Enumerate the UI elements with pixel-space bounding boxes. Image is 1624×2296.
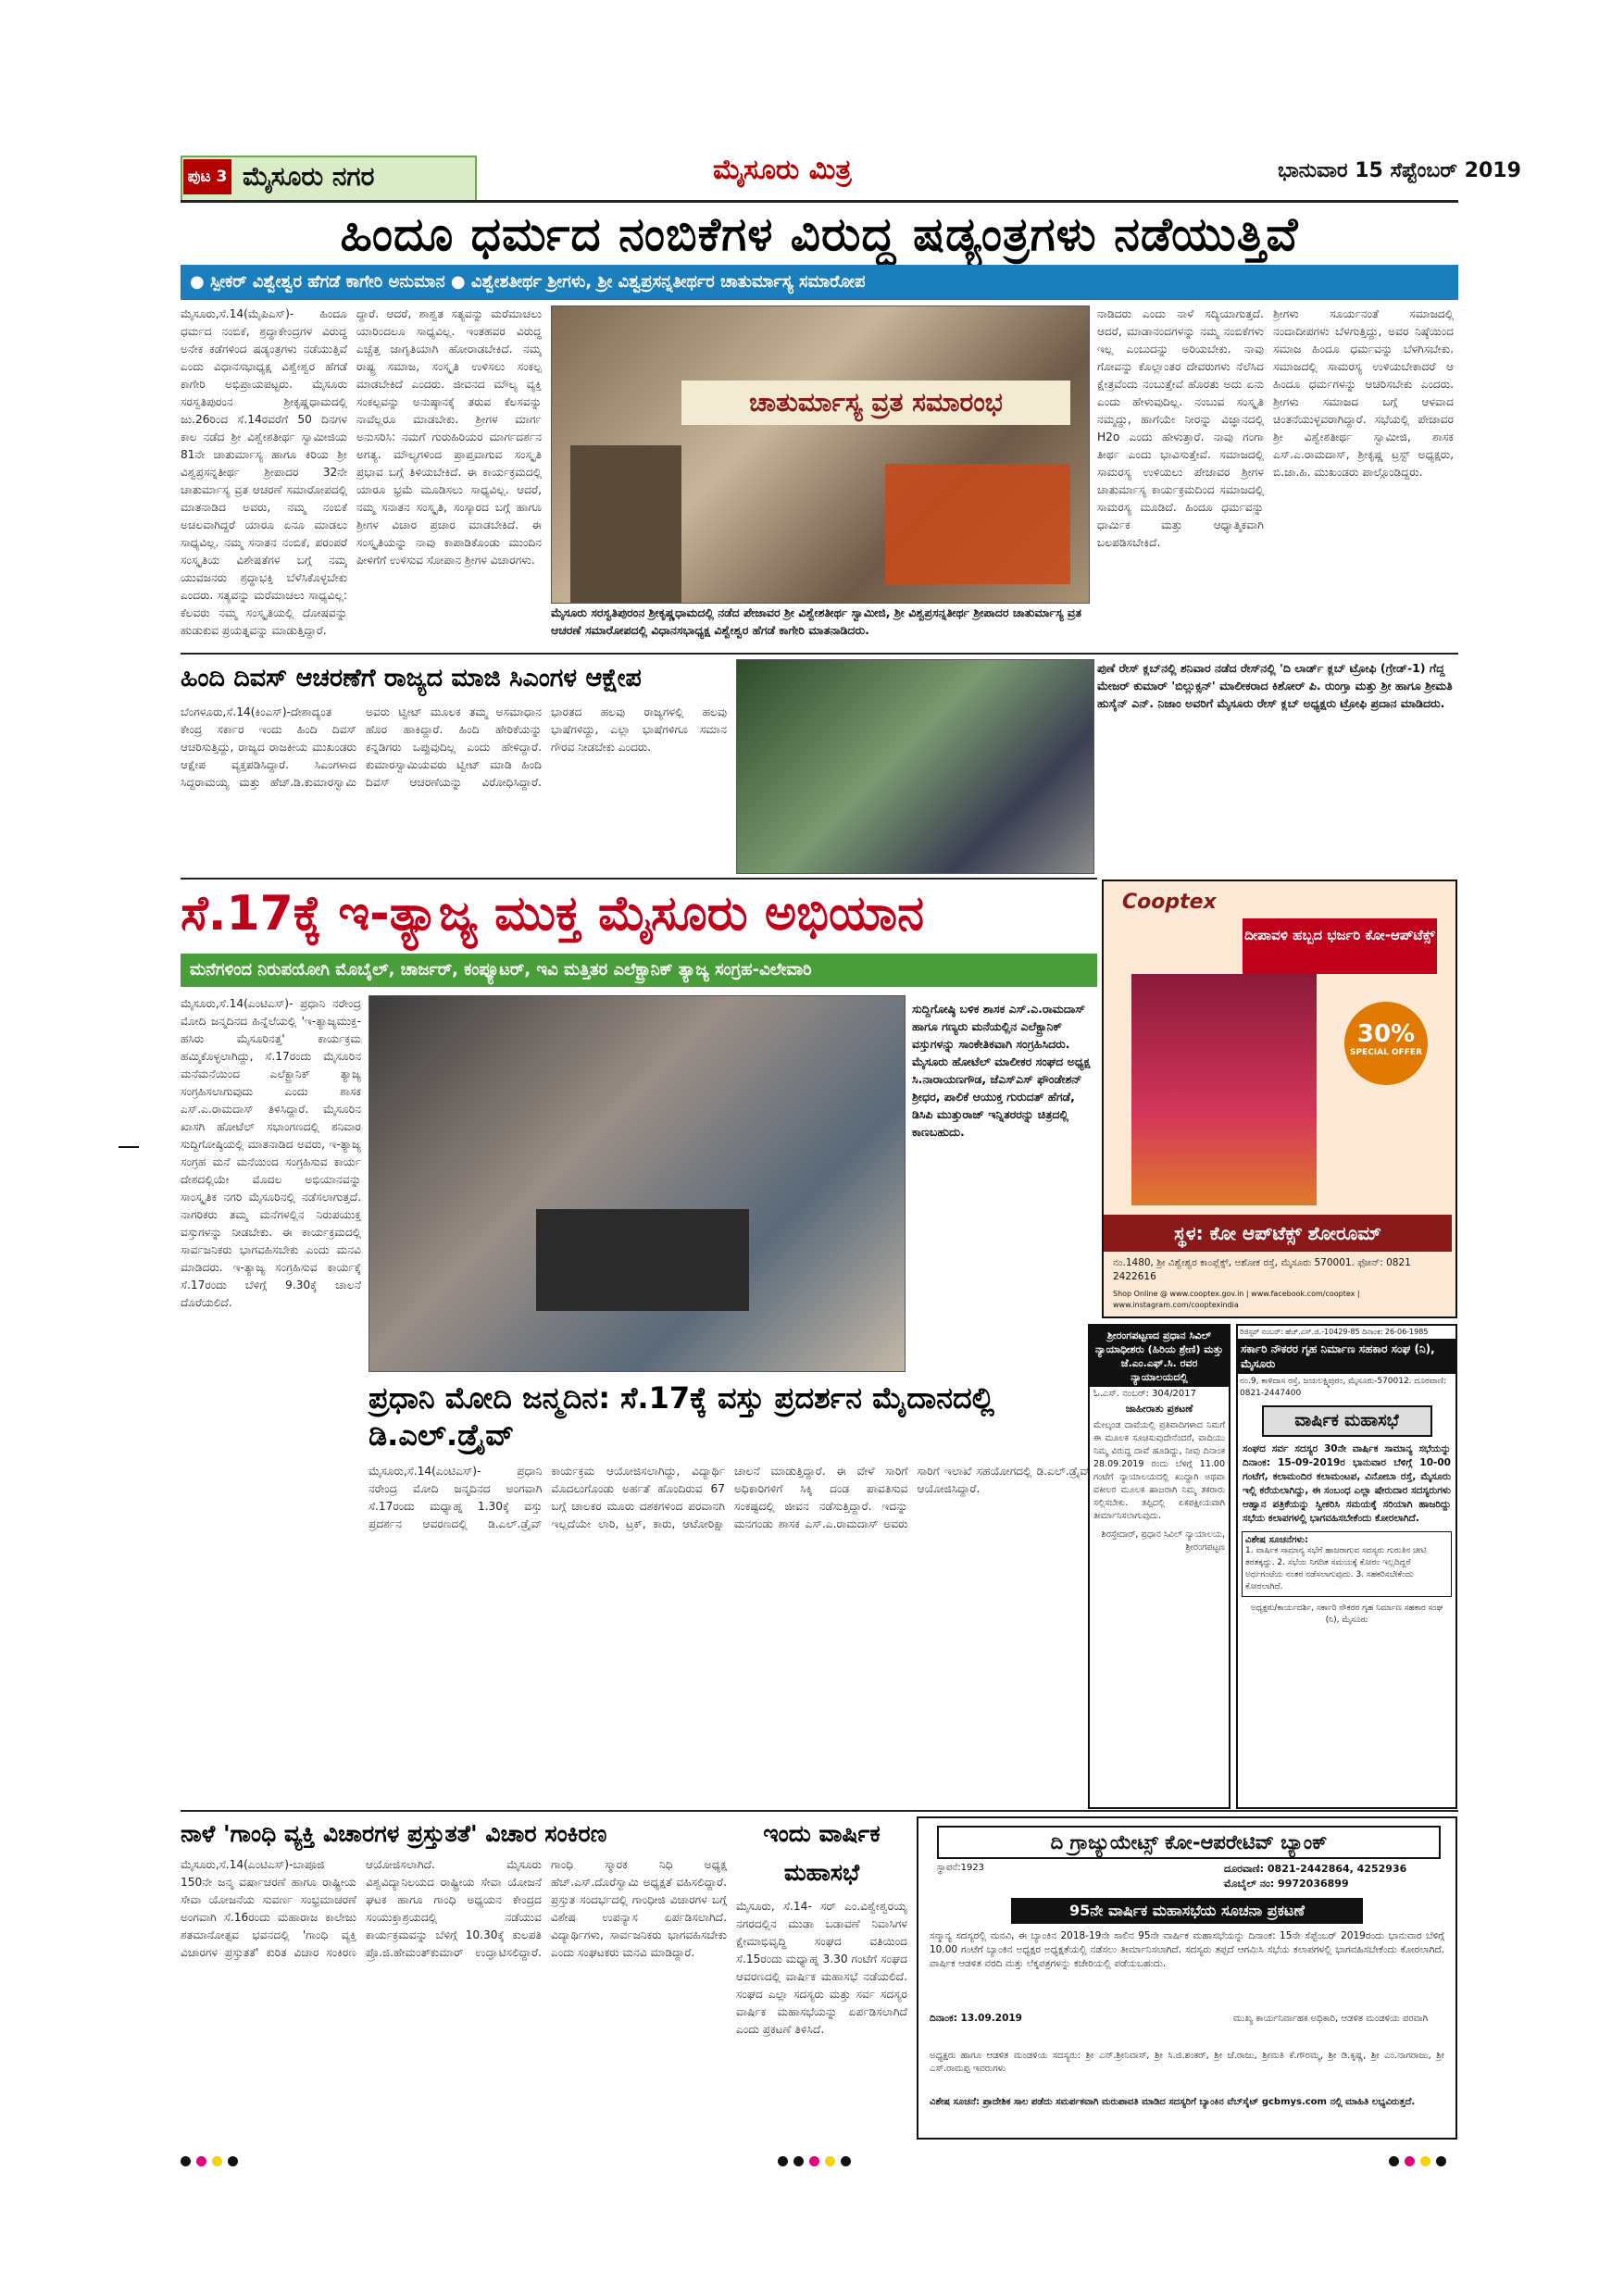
court-title: ಶ್ರೀರಂಗಪಟ್ಟಣದ ಪ್ರಧಾನ ಸಿವಿಲ್ ನ್ಯಾಯಾಧೀಶರು (ಹಿರಿಯ ಶ್ರೇಣಿ) ಮತ್ತು ಜೆ.ಎಂ.ಎಫ್.ಸಿ. ರವರ ನ್ಯಾಯಾಲಯದಲ್ಲಿ [1090,1326,1229,1387]
housing-org: ಸರ್ಕಾರಿ ನೌಕರರ ಗೃಹ ನಿರ್ಮಾಣ ಸಹಕಾರ ಸಂಘ (ನಿ), ಮೈಸೂರು [1238,1339,1455,1374]
registration-dots-right [1389,2152,1452,2170]
saree-model-image [1131,974,1317,1205]
story3-headline: ಸೆ.17ಕ್ಕೆ ಇ-ತ್ಯಾಜ್ಯ ಮುಕ್ತ ಮೈಸೂರು ಅಭಿಯಾನ [181,886,924,942]
story1-photo-caption: ಮೈಸೂರು ಸರಸ್ವತಿಪುರಂನ ಶ್ರೀಕೃಷ್ಣಧಾಮದಲ್ಲಿ ನಡೆದ ಪೇಜಾವರ ಶ್ರೀ ವಿಶ್ವೇಶತೀರ್ಥ ಸ್ವಾಮೀಜಿ, ಶ್ರೀ ವಿಶ್ವಪ್ರಸನ್ನತೀರ್ಥ ಶ್ರೀಪಾದರ ಚಾತುರ್ಮಾಸ್ಯ ವ್ರತ ಆಚರಣೆ ಸಮಾರೋಪದಲ್ಲಿ ವಿಧಾನಸಭಾಧ್ಯಕ್ಷ ವಿಶ್ವೇಶ್ವರ ಹೆಗಡೆ ಕಾಗೇರಿ ಮಾತನಾಡಿದರು. [551,605,1082,637]
bank-name: ದಿ ಗ್ರಾಜ್ಯುಯೇಟ್ಸ್ ಕೋ-ಆಪರೇಟಿವ್ ಬ್ಯಾಂಕ್ [937,1826,1441,1859]
section-name: ಮೈಸೂರು ನಗರ [243,161,375,192]
registration-dots-left [181,2152,244,2170]
story5-body: ಮೈಸೂರು, ಸೆ.14- ಸರ್ ಎಂ.ವಿಶ್ವೇಶ್ವರಯ್ಯ ನಗರದಲ್ಲಿನ ಮುಡಾ ಬಡಾವಣೆ ನಿವಾಸಿಗಳ ಕ್ಷೇಮಾಭಿವೃದ್ಧಿ ಸಂಘದ ವತಿಯಿಂದ ಸೆ.15ರಂದು ಮಧ್ಯಾಹ್ನ 3.30 ಗಂಟೆಗೆ ಸಂಘದ ಆವರಣದಲ್ಲಿ ವಾರ್ಷಿಕ ಮಹಾಸಭೆ ನಡೆಯಲಿದೆ. ಸಂಘದ ಎಲ್ಲಾ ಸದಸ್ಯರು ಮತ್ತು ಸರ್ವ ಸದಸ್ಯರ ವಾರ್ಷಿಕ ಮಹಾಸಭೆಯನ್ನು ಏರ್ಪಡಿಸಲಾಗಿದೆ ಎಂದು ಪ್ರಕಟಣೆ ತಿಳಿಸಿದೆ. [736,1900,907,2036]
court-notice-ad [1088,1324,1230,1809]
story3-col1: ಮೈಸೂರು,ಸೆ.14(ಎಂಟಿಎಸ್)- ಪ್ರಧಾನಿ ನರೇಂದ್ರ ಮೋದಿ ಜನ್ಮದಿನದ ಹಿನ್ನೆಲೆಯಲ್ಲಿ 'ಇ-ತ್ಯಾಜ್ಯಮುಕ್ತ- ಹಸಿರು ಮೈಸೂರಿನತ್ತ' ಕಾರ್ಯಕ್ರಮ ಹಮ್ಮಿಕೊಳ್ಳಲಾಗಿದ್ದು, ಸೆ.17ರಂದು ಮೈಸೂರಿನ ಮನೆಮನೆಯಿಂದ ಎಲೆಕ್ಟ್ರಾನಿಕ್ ತ್ಯಾಜ್ಯ ಸಂಗ್ರಹಿಸಲಾಗುವುದು ಎಂದು ಶಾಸಕ ಎಸ್.ಎ.ರಾಮದಾಸ್ ತಿಳಿಸಿದ್ದಾರೆ. ಮೈಸೂರಿನ ಖಾಸಗಿ ಹೋಟೆಲ್ ಸಭಾಂಗಣದಲ್ಲಿ ಶನಿವಾರ ಸುದ್ದಿಗೋಷ್ಠಿಯಲ್ಲಿ ಮಾತನಾಡಿದ ಅವರು, ಇ-ತ್ಯಾಜ್ಯ ಸಂಗ್ರಹ ಮನೆ ಮನೆಯಿಂದ ಸಂಗ್ರಹಿಸುವ ಕಾರ್ಯ ದೇಶದಲ್ಲಿಯೇ ಮೊದಲ ಅಭಿಯಾನವನ್ನು ಸಾಂಸ್ಕೃತಿಕ ನಗರಿ ಮೈಸೂರಿನಲ್ಲಿ ನಡೆಸಲಾಗುತ್ತದೆ. ನಾಗರಿಕರು ತಮ್ಮ ಮನೆಗಳಲ್ಲಿನ ನಿರುಪಯುಕ್ತ ವಸ್ತುಗಳನ್ನು ನೀಡಬೇಕು. ಈ ಕಾರ್ಯಕ್ರಮದಲ್ಲಿ ಸಾರ್ವಜನಿಕರು ಭಾಗವಹಿಸಬೇಕು ಎಂದು ಮನವಿ ಮಾಡಿದರು. ಇ-ತ್ಯಾಜ್ಯ ಸಂಗ್ರಹಿಸುವ ಕಾರ್ಯಕ್ಕೆ ಸೆ.17ರಂದು ಬೆಳಿಗ್ಗೆ 9.30ಕ್ಕೆ ಚಾಲನೆ ದೊರೆಯಲಿದೆ. [181,997,361,1309]
showroom-address: ನಂ.1480, ಶ್ರೀ ವಿಶ್ವೇಶ್ವರ ಕಾಂಪ್ಲೆಕ್ಸ್, ಅಶೋಕ ರಸ್ತೆ, ಮೈಸೂರು 570001. ಫೋನ್: 0821 2422616 [1113,1257,1411,1282]
header-rule [181,200,1458,203]
computer-parts [536,1209,749,1311]
story2-body: ಬೆಂಗಳೂರು,ಸೆ.14(ಕಿಂಎಸ್)-ದೇಶಾದ್ಯಂತ ಕೇಂದ್ರ ಸರ್ಕಾರ ಇಂದು ಹಿಂದಿ ದಿವಸ್ ಆಚರಿಸುತ್ತಿದ್ದು, ರಾಜ್ಯದ ರಾಜಕೀಯ ಮುಖಂಡರು ಆಕ್ಷೇಪ ವ್ಯಕ್ತಪಡಿಸಿದ್ದಾರೆ. ಸಿಎಂಗಳಾದ ಸಿದ್ದರಾಮಯ್ಯ ಮತ್ತು ಹೆಚ್.ಡಿ.ಕುಮಾರಸ್ವಾಮಿ ಅವರು ಟ್ವೀಟ್ ಮೂಲಕ ತಮ್ಮ ಅಸಮಾಧಾನ ಹೊರ ಹಾಕಿದ್ದಾರೆ. ಹಿಂದಿ ಹೇರಿಕೆಯನ್ನು ಕನ್ನಡಿಗರು ಒಪ್ಪುವುದಿಲ್ಲ ಎಂದು ಹೇಳಿದ್ದಾರೆ. ಕುಮಾರಸ್ವಾಮಿಯವರು ಟ್ವೀಟ್ ಮಾಡಿ ಹಿಂದಿ ದಿವಸ್ ಆಚರಣೆಯನ್ನು ವಿರೋಧಿಸಿದ್ದಾರೆ. ಭಾರತದ ಹಲವು ರಾಜ್ಯಗಳಲ್ಲಿ ಹಲವು ಭಾಷೆಗಳಿದ್ದು, ಎಲ್ಲಾ ಭಾಷೆಗಳಿಗೂ ಸಮಾನ ಗೌರವ ನೀಡಬೇಕು ಎಂದರು. [181,705,727,789]
story1-subhead: ● ಸ್ಪೀಕರ್ ವಿಶ್ವೇಶ್ವರ ಹೆಗಡೆ ಕಾಗೇರಿ ಅನುಮಾನ ● ವಿಶ್ವೇಶತೀರ್ಥ ಶ್ರೀಗಳು, ಶ್ರೀ ವಿಶ್ವಪ್ರಸನ್ನತೀರ್ಥರ ಚಾತುರ್ಮಾಸ್ಯ ಸಮಾರೋಪ [181,265,1458,300]
housing-notes-box [1242,1531,1452,1597]
housing-address: ನಂ.9, ಕಾಳಿದಾಸ ರಸ್ತೆ, ಜಯಲಕ್ಷ್ಮಿಪುರಂ, ಮೈಸೂರು-570012. ದೂರವಾಣಿ: 0821-2447400 [1240,1377,1447,1398]
offer-badge [1344,1002,1428,1085]
story2-bottom-rule [181,878,1097,880]
story3-subhead: ಮನೆಗಳಿಂದ ನಿರುಪಯೋಗಿ ಮೊಬೈಲ್, ಚಾರ್ಜರ್, ಕಂಪ್ಯೂಟರ್, ಇವಿ ಮತ್ತಿತರ ಎಲೆಕ್ಟ್ರಾನಿಕ್ ತ್ಯಾಜ್ಯ ಸಂಗ್ರಹ-ವಿಲೇವಾರಿ [181,954,1097,987]
housing-society-ad [1236,1324,1457,1809]
masthead: ಮೈಸೂರು ಮಿತ್ರ [713,154,852,186]
story4-body: ಮೈಸೂರು,ಸೆ.14(ಎಂಟಿಎಸ್)-ಬಾಪೂಜಿ 150ನೇ ಜನ್ಮ ವರ್ಷಾಚರಣೆ ಹಾಗೂ ರಾಷ್ಟ್ರೀಯ ಸೇವಾ ಯೋಜನೆಯ ಸುವರ್ಣ ಸಂಭ್ರಮಾಚರಣೆ ಅಂಗವಾಗಿ ಸೆ.16ರಂದು ಮಹಾರಾಜ ಕಾಲೇಜು ಶತಮಾನೋತ್ಸವ ಭವನದಲ್ಲಿ 'ಗಾಂಧಿ ವ್ಯಕ್ತಿ ವಿಚಾರಗಳ ಪ್ರಸ್ತುತತೆ' ಕುರಿತ ವಿಚಾರ ಸಂಕಿರಣ ಆಯೋಜಿಸಲಾಗಿದೆ. ಮೈಸೂರು ವಿಶ್ವವಿದ್ಯಾನಿಲಯದ ರಾಷ್ಟ್ರೀಯ ಸೇವಾ ಯೋಜನೆ ಘಟಕ ಹಾಗೂ ಗಾಂಧಿ ಅಧ್ಯಯನ ಕೇಂದ್ರದ ಸಂಯುಕ್ತಾಶ್ರಯದಲ್ಲಿ ನಡೆಯುವ ಕಾರ್ಯಕ್ರಮವನ್ನು ಬೆಳಿಗ್ಗೆ 10.30ಕ್ಕೆ ಕುಲಪತಿ ಪ್ರೊ.ಜಿ.ಹೇಮಂತ್‌ಕುಮಾರ್ ಉದ್ಘಾಟಿಸಲಿದ್ದಾರೆ. ಗಾಂಧಿ ಸ್ಮಾರಕ ನಿಧಿ ಅಧ್ಯಕ್ಷ ಹೆಚ್.ಎಸ್.ದೊರೆಸ್ವಾಮಿ ಅಧ್ಯಕ್ಷತೆ ವಹಿಸಲಿದ್ದಾರೆ. ಪ್ರಸ್ತುತ ಸಂದರ್ಭದಲ್ಲಿ ಗಾಂಧೀಜಿ ವಿಚಾರಗಳ ಬಗ್ಗೆ ವಿಶೇಷ ಉಪನ್ಯಾಸ ಏರ್ಪಡಿಸಲಾಗಿದೆ. ವಿದ್ಯಾರ್ಥಿಗಳು, ಸಾರ್ವಜನಿಕರು ಭಾಗವಹಿಸಬೇಕು ಎಂದು ಸಂಘಟಕರು ಮನವಿ ಮಾಡಿದ್ದಾರೆ. [181,1858,727,1959]
bank-ad [917,1816,1457,2140]
court-body: ಮೇಲ್ಕಂಡ ದಾವೆಯಲ್ಲಿ ಪ್ರತಿವಾದಿಗಳಾದ ನಿಮಗೆ ಈ ಮೂಲಕ ಸೂಚಿಸುವುದೇನೆಂದರೆ, ವಾದಿಯು ನಿಮ್ಮ ವಿರುದ್ಧ ದಾವೆ ಹೂಡಿದ್ದು, ನೀವು ದಿನಾಂಕ 28.09.2019 ರಂದು ಬೆಳಿಗ್ಗೆ 11.00 ಗಂಟೆಗೆ ನ್ಯಾಯಾಲಯದಲ್ಲಿ ಖುದ್ದಾಗಿ ಅಥವಾ ವಕೀಲರ ಮೂಲಕ ಹಾಜರಾಗಿ ನಿಮ್ಮ ತಕರಾರು ಸಲ್ಲಿಸಬೇಕು. ತಪ್ಪಿದಲ್ಲಿ ಏಕಪಕ್ಷೀಯವಾಗಿ ತೀರ್ಮಾನಿಸಲಾಗುವುದು. [1093,1420,1225,1521]
offer-percent: 30% [1356,1020,1416,1048]
ewaste-photo [369,995,906,1372]
court-sign: ಶಿರಸ್ತೇದಾರ್, ಪ್ರಧಾನ ಸಿವಿಲ್ ನ್ಯಾಯಾಲಯ, ಶ್ರೀರಂಗಪಟ್ಟಣ [1101,1529,1225,1553]
bank-body: ಸನ್ಮಾನ್ಯ ಸದಸ್ಯರಲ್ಲಿ ಮನವಿ, ಈ ಬ್ಯಾಂಕಿನ 2018-19ನೇ ಸಾಲಿನ 95ನೇ ವಾರ್ಷಿಕ ಮಹಾಸಭೆಯನ್ನು ದಿನಾಂಕ: 15ನೇ ಸೆಪ್ಟೆಂಬರ್ 2019ರಂದು ಭಾನುವಾರ ಬೆಳಿಗ್ಗೆ 10.00 ಗಂಟೆಗೆ ಬ್ಯಾಂಕಿನ ಅಧ್ಯಕ್ಷರ ಅಧ್ಯಕ್ಷತೆಯಲ್ಲಿ ನಡೆಸಲು ತೀರ್ಮಾನಿಸಲಾಗಿದೆ. ಸದಸ್ಯರು ತಪ್ಪದೆ ಆಗಮಿಸಿ ಸಭೆಯ ಕಲಾಪಗಳಲ್ಲಿ ಭಾಗವಹಿಸಬೇಕೆಂದು ಕೋರಲಾಗಿದೆ. ವಾರ್ಷಿಕ ಆಡಳಿತ ವರದಿ ಮತ್ತು ಲೆಕ್ಕಪತ್ರಗಳನ್ನು ಕಚೇರಿಯಲ್ಲಿ ಪಡೆಯಬಹುದು. [930,1930,1444,1969]
bank-est: ಸ್ಥಾಪನೆ:1923 [937,1863,985,1873]
court-heading: ಜಾಹೀರಾತು ಪ್ರಕಟಣೆ [1125,1403,1193,1415]
place-label: ಸ್ಥಳ: [1174,1222,1204,1244]
seated-swamijis [885,464,1070,584]
registration-dots-center [778,2152,856,2170]
story1-headline: ಹಿಂದೂ ಧರ್ಮದ ನಂಬಿಕೆಗಳ ವಿರುದ್ಧ ಷಡ್ಯಂತ್ರಗಳು ನಡೆಯುತ್ತಿವೆ [340,207,1299,261]
housing-notes: 1. ವಾರ್ಷಿಕ ಸಾಮಾನ್ಯ ಸಭೆಗೆ ಹಾಜರಾಗುವ ಸದಸ್ಯರು ಗುರುತಿನ ಚೀಟಿ ತರತಕ್ಕದ್ದು. 2. ಸಭೆಯ ನಿಗದಿತ ಸಮಯಕ್ಕೆ ಕೋರಂ ಇಲ್ಲದಿದ್ದರೆ ಅರ್ಧಗಂಟೆಯ ನಂತರ ನಡೆಸಲಾಗುವುದು. 3. ಸಹಕರಿಸಬೇಕೆಂದು ಕೋರಲಾಗಿದೆ. [1245,1546,1427,1591]
cooptex-tagline: ದೀಪಾವಳಿ ಹಬ್ಬದ ಭರ್ಜರಿ ಕೋ-ಆಪ್‌ಟೆಕ್ಸ್ [1243,918,1437,974]
story3-mid-caption: ಸುದ್ದಿಗೋಷ್ಠಿ ಬಳಿಕ ಶಾಸಕ ಎಸ್.ಎ.ರಾಮದಾಸ್ ಹಾಗೂ ಗಣ್ಯರು ಮನೆಯಲ್ಲಿನ ಎಲೆಕ್ಟ್ರಾನಿಕ್ ವಸ್ತುಗಳನ್ನು ಸಾಂಕೇತಿಕವಾಗಿ ಸಂಗ್ರಹಿಸಿದರು. ಮೈಸೂರು ಹೋಟೆಲ್ ಮಾಲೀಕರ ಸಂಘದ ಅಧ್ಯಕ್ಷ ಸಿ.ನಾರಾಯಣಗೌಡ, ಜೆಎಸ್‌ಎಸ್ ಫೌಂಡೇಶನ್ ಶ್ರೀಧರ, ಪಾಲಿಕೆ ಆಯುಕ್ತ ಗುರುದತ್ ಹೆಗಡೆ, ಡಿಸಿಪಿ ಮುತ್ತುರಾಜ್ ಇನ್ನಿತರರನ್ನು ಚಿತ್ರದಲ್ಲಿ ಕಾಣಬಹುದು. [912,1002,1091,1139]
bank-footer: ವಿಶೇಷ ಸೂಚನೆ: ಪ್ರಾದೇಶಿಕ ಸಾಲ ಪಡೆದು ಸಮರ್ಪಕವಾಗಿ ಮರುಪಾವತಿ ಮಾಡಿದ ಸದಸ್ಯರಿಗೆ ಬ್ಯಾಂಕಿನ ವೆಬ್‌ಸೈಟ್ gcbmys.com ನಲ್ಲಿ ಮಾಹಿತಿ ಲಭ್ಯವಿರುತ್ತದೆ. [930,2097,1416,2107]
cooptex-web: Shop Online @ www.cooptex.gov.in | www.facebook.com/cooptex | www.instagram.com/cooptexindia [1113,1290,1360,1309]
photo-banner: ಚಾತುರ್ಮಾಸ್ಯ ವ್ರತ ಸಮಾರಂಭ [681,381,1070,425]
race-club-photo [736,659,1094,874]
margin-tick [119,1146,139,1148]
story4-headline: ನಾಳೆ 'ಗಾಂಧಿ ವ್ಯಕ್ತಿ ವಿಚಾರಗಳ ಪ್ರಸ್ತುತತೆ' ವಿಚಾರ ಸಂಕಿರಣ [181,1820,607,1847]
housing-regno: ರಿಜಿಸ್ಟರ್ ನಂಬರ್: ಹೆಚ್.ಎಸ್.ಜಿ.-10429-85 ದಿನಾಂಕ: 26-06-1985 [1240,1328,1429,1336]
story1-col1: ಮೈಸೂರು,ಸೆ.14(ಮೈಪಿಎಸ್)- ಹಿಂದೂ ಧರ್ಮದ ನಂಬಿಕೆ, ಶ್ರದ್ಧಾಕೇಂದ್ರಗಳ ವಿರುದ್ಧ ಅನೇಕ ಕಡೆಗಳಿಂದ ಷಡ್ಯಂತ್ರಗಳು ನಡೆಯುತ್ತಿವೆ ಎಂದು ವಿಧಾನಸಭಾಧ್ಯಕ್ಷ ವಿಶ್ವೇಶ್ವರ ಹೆಗಡೆ ಕಾಗೇರಿ ಅಭಿಪ್ರಾಯಪಟ್ಟರು. ಮೈಸೂರು ಸರಸ್ವತಿಪುರಂನ ಶ್ರೀಕೃಷ್ಣಧಾಮದಲ್ಲಿ ಜು.26ರಿಂದ ಸೆ.14ರವರೆಗೆ 50 ದಿನಗಳ ಕಾಲ ನಡೆದ ಶ್ರೀ ವಿಶ್ವೇಶತೀರ್ಥ ಸ್ವಾಮೀಜಿಯ 81ನೇ ಚಾತುರ್ಮಾಸ್ಯ ಹಾಗೂ ಕಿರಿಯ ಶ್ರೀ ವಿಶ್ವಪ್ರಸನ್ನತೀರ್ಥ ಶ್ರೀಪಾದರ 32ನೇ ಚಾತುರ್ಮಾಸ್ಯ ವ್ರತ ಆಚರಣೆ ಸಮಾರೋಪದಲ್ಲಿ ಮಾತನಾಡಿದ ಅವರು, ನಮ್ಮ ನಂಬಿಕೆ ಅಚಲವಾಗಿದ್ದರೆ ಯಾರೂ ಏನೂ ಮಾಡಲು ಸಾಧ್ಯವಿಲ್ಲ. ನಮ್ಮ ಸನಾತನ ನಂಬಿಕೆ, ಪರಂಪರೆ ಸಂಸ್ಕೃತಿಯ ವಿಶೇಷತೆಗಳ ಬಗ್ಗೆ ನಮ್ಮ ಯುವಜನರು ಶ್ರದ್ಧಾಭಕ್ತಿ ಬೆಳೆಸಿಕೊಳ್ಳಬೇಕು ಎಂದರು. ಸತ್ಯವನ್ನು ಮರೆಮಾಚಲು ಸಾಧ್ಯವಿಲ್ಲ: ಕೆಲವರು ನಮ್ಮ ಸಂಸ್ಕೃತಿಯಲ್ಲಿ ದೋಷವನ್ನು ಹುಡುಕುವ ಪ್ರಯತ್ನವನ್ನು ಮಾಡುತ್ತಿದ್ದಾರೆ. [181,307,347,637]
story1-bottom-rule [181,653,1458,655]
cooptex-logo: Cooptex [1122,891,1217,914]
story3-sub-headline: ಪ್ರಧಾನಿ ಮೋದಿ ಜನ್ಮದಿನ: ಸೆ.17ಕ್ಕೆ ವಸ್ತು ಪ್ರದರ್ಶನ ಮೈದಾನದಲ್ಲಿ ಡಿ.ಎಲ್.ಡ್ರೈವ್ [369,1380,994,1453]
housing-banner: ವಾರ್ಷಿಕ ಮಹಾಸಭೆ [1262,1405,1432,1437]
showroom-name: ಕೋ ಆಪ್‌ಟೆಕ್ಸ್ ಶೋರೂಮ್ [1209,1222,1381,1244]
bank-banner: 95ನೇ ವಾರ್ಷಿಕ ಮಹಾಸಭೆಯ ಸೂಚನಾ ಪ್ರಕಟಣೆ [1011,1898,1363,1924]
date-line: ಭಾನುವಾರ 15 ಸೆಪ್ಟೆಂಬರ್ 2019 [1278,159,1521,182]
showroom-banner [1104,1215,1452,1252]
bank-sign: ಮುಖ್ಯ ಕಾರ್ಯನಿರ್ವಾಹಕ ಅಧಿಕಾರಿ, ಆಡಳಿತ ಮಂಡಳಿಯ ಪರವಾಗಿ [1232,2014,1429,2024]
story2-headline: ಹಿಂದಿ ದಿವಸ್ ಆಚರಣೆಗೆ ರಾಜ್ಯದ ಮಾಜಿ ಸಿಎಂಗಳ ಆಕ್ಷೇಪ [181,664,642,693]
bank-mobile: ಮೊಬೈಲ್ ನಂ: 9972036899 [1224,1878,1349,1890]
story5-headline: ಇಂದು ವಾರ್ಷಿಕ ಮಹಾಸಭೆ [763,1820,881,1886]
story1-col6: ಶ್ರೀಗಳು ಸೂರ್ಯನಂತೆ ಸಮಾಜದಲ್ಲಿ ನಂದಾದೀಪಗಳು ಬೆಳಗುತ್ತಿದ್ದು, ಅವರ ನಿಷ್ಠೆಯಿಂದ ಸಮಾಜ ಹಿಂದೂ ಧರ್ಮವನ್ನು ಬೆಳಗಿಸಬೇಕು. ಸಮಾಜದಲ್ಲಿ ಸಾಮರಸ್ಯ ಉಳಿಯಬೇಕಾದರೆ ಆ ಹಿಂದೂ ಧರ್ಮಗಳನ್ನು ಆಚರಿಸಬೇಕು ಎಂದರು. ಶ್ರೀಗಳು ಸಮಾಜದ ಬಗ್ಗೆ ಆಳವಾದ ಚಿಂತನೆಯುಳ್ಳವರಾಗಿದ್ದಾರೆ. ಸಭೆಯಲ್ಲಿ ಪೇಜಾವರ ಶ್ರೀ ವಿಶ್ವೇಶತೀರ್ಥ ಸ್ವಾಮೀಜಿ, ಶಾಸಕ ಎಸ್.ಎ.ರಾಮದಾಸ್, ಶ್ರೀಕೃಷ್ಣ ಟ್ರಸ್ಟ್ ಅಧ್ಯಕ್ಷರು, ಬಿ.ಜಾ.ಹಿ. ಮುಖಂಡರು ಪಾಲ್ಗೊಂಡಿದ್ದರು. [1273,307,1454,479]
podium [570,445,681,603]
bank-date: ದಿನಾಂಕ: 13.09.2019 [930,2013,1022,2024]
bank-phone: ದೂರವಾಣಿ: 0821-2442864, 4252936 [1224,1863,1407,1875]
page-number-tag: ಪುಟ 3 [183,159,231,194]
story1-col2: ದ್ದಾರೆ. ಆದರೆ, ಶಾಶ್ವತ ಸತ್ಯವನ್ನು ಮರೆಮಾಚಲು ಯಾರಿಂದಲೂ ಸಾಧ್ಯವಿಲ್ಲ. ಇಂತಹವರ ವಿರುದ್ಧ ಎಚ್ಚೆತ್ತ ಜಾಗೃತಿಯಾಗಿ ಹೋರಾಡಬೇಕಿದೆ. ನಮ್ಮ ರಾಷ್ಟ್ರ ಸಮಾಜ, ಸಂಸ್ಕೃತಿ ಉಳಿಸಲು ಸಂಕಲ್ಪ ಮಾಡಬೇಕಿದೆ ಎಂದರು. ಜೀವನದ ಮೌಲ್ಯ ವ್ಯಕ್ತಿ ಸಂಕಲ್ಪವನ್ನು ಅನುಷ್ಠಾನಕ್ಕೆ ತರುವ ಕೆಲಸವನ್ನು ನಾವೆಲ್ಲರೂ ಮಾಡಬೇಕು. ಶ್ರೀಗಳ ಮಾರ್ಗ ಅನುಸರಿಸಿ: ನಮಗೆ ಗುರುಹಿರಿಯರ ಮಾರ್ಗದರ್ಶನ ಅಗತ್ಯ. ಮೌಲ್ಯಗಳಿಂದ ಪ್ರಾಪ್ತವಾಗುವ ಸಂಸ್ಕೃತಿ ಪ್ರಭಾವ ಬಗ್ಗೆ ತಿಳಿಯಬೇಕಿದೆ. ಈ ಕಾರ್ಯಕ್ರಮದಲ್ಲಿ ಯಾರೂ ಭ್ರಮೆ ಮೂಡಿಸಲು ಸಾಧ್ಯವಿಲ್ಲ. ಆದರೆ, ನಮ್ಮ ಸನಾತನ ಸಂಸ್ಕೃತಿ, ಸಂಸ್ಕಾರದ ಬಗ್ಗೆ ಹಾಗೂ ಶ್ರೀಗಳ ವಿಚಾರ ಪ್ರಚಾರ ಮಾಡಬೇಕಿದೆ. ಈ ಸಂಸ್ಕೃತಿಯನ್ನು ನಾವು ಕಾಪಾಡಿಕೊಂಡು ಮುಂದಿನ ಪೀಳಿಗೆಗೆ ಉಳಿಸುವ ಸೋಪಾನ ಶ್ರೀಗಳ ವಿಚಾರಗಳು. [356,307,542,567]
story3-sub-body: ಮೈಸೂರು,ಸೆ.14(ಎಂಟಿಎಸ್)- ಪ್ರಧಾನಿ ನರೇಂದ್ರ ಮೋದಿ ಜನ್ಮದಿನದ ಅಂಗವಾಗಿ ಸೆ.17ರಂದು ಮಧ್ಯಾಹ್ನ 1.30ಕ್ಕೆ ವಸ್ತು ಪ್ರದರ್ಶನ ಆವರಣದಲ್ಲಿ ಡಿ.ಎಲ್.ಡ್ರೈವ್ ಕಾರ್ಯಕ್ರಮ ಆಯೋಜಿಸಲಾಗಿದ್ದು, ವಿದ್ಯಾರ್ಥಿ ಮೊದಲುಗೊಂಡು ಅರ್ಹತೆ ಹೊಂದಿರುವ 67 ಬಗ್ಗೆ ಚಾಲಕರ ಮೂರು ದಶಕಗಳಿಂದ ಪರವಾನಗಿ ಇಲ್ಲದೆಯೇ ಲಾರಿ, ಟ್ರಕ್, ಕಾರು, ಆಟೋರಿಕ್ಷಾ ಚಾಲನೆ ಮಾಡುತ್ತಿದ್ದಾರೆ. ಈ ವೇಳೆ ಸಾರಿಗೆ ಅಧಿಕಾರಿಗಳಿಗೆ ಸಿಕ್ಕಿ ದಂಡ ಪಾವತಿಸುವ ಸಂಕಷ್ಟದಲ್ಲಿ ಜೀವನ ನಡೆಸುತ್ತಿದ್ದಾರೆ. ಇದನ್ನು ಮನಗಂಡು ಶಾಸಕ ಎಸ್.ಎ.ರಾಮದಾಸ್ ಅವರು ಸಾರಿಗೆ ಇಲಾಖೆ ಸಹಯೋಗದಲ್ಲಿ ಡಿ.ಎಲ್.ಡ್ರೈವ್ ಆಯೋಜಿಸಿದ್ದಾರೆ. [369,1465,1091,1530]
story2-right-caption: ಪುಣೆ ರೇಸ್ ಕ್ಲಬ್‌ನಲ್ಲಿ ಶನಿವಾರ ನಡೆದ ರೇಸ್‌ನಲ್ಲಿ 'ದಿ ಲಾರ್ಡ್ ಕ್ಲಬ್ ಟ್ರೋಫಿ (ಗ್ರೇಡ್-1) ಗೆದ್ದ ಮೇಜರ್ ಕುಮಾರ್ 'ಬಿಲ್ಲುಕ್ಸನ್' ಮಾಲೀಕರಾದ ಕಿಶೋರ್ ಪಿ. ರುಂಗ್ತಾ ಮತ್ತು ಶ್ರೀ ಹಾಗೂ ಶ್ರೀಮತಿ ಹುಸೈನ್ ಎನ್. ನಿಜಾಂ ಅವರಿಗೆ ಮೈಸೂರು ರೇಸ್ ಕ್ಲಬ್ ಅಧ್ಯಕ್ಷರು ಟ್ರೋಫಿ ಪ್ರದಾನ ಮಾಡಿದರು. [1097,661,1453,710]
story1-col5: ನಾಡಿದರು ಎಂದು ನಾಳೆ ಸದ್ಯಿಯಾಗುತ್ತದೆ. ಆದರೆ, ಮಾಡಾನಂದಗಳನ್ನು ನಮ್ಮ ನಂಬಿಕೆಗಳು ಇಲ್ಲ ಎಂಬುದನ್ನು ಅರಿಯಬೇಕು. ನಾವು ಗೋವನ್ನು ಕೊಲ್ಲಾಂತರ ದೇವರುಗಳು ನೆಲೆಸಿದ ಕ್ಷೇತ್ರವೆಂದು ನಂಬುತ್ತೇವೆ ಹೊರತು ಅದು ಏನು ಎಂದು ಹೇಳುವುದಿಲ್ಲ. ನಂಬುವ ಸಂಸ್ಕೃತಿ ನಮ್ಮದ್ದು, ಹಾಗೆಯೇ ನೀರನ್ನು ವಿಜ್ಞಾನದಲ್ಲಿ H2o ಎಂದು ಹೇಳುತ್ತಾರೆ. ನಾವು ಗಂಗಾ ತೀರ್ಥ ಎಂದು ಭಾವಿಸುತ್ತೇವೆ. ಸಮಾಜದಲ್ಲಿ ಸಾಮರಸ್ಯ ಉಳಿಯಲು ಪೇಜಾವರ ಶ್ರೀಗಳ ಚಾತುರ್ಮಾಸ್ಯ ಕಾರ್ಯಕ್ರಮದಿಂದ ಸಮಾಜದಲ್ಲಿ ಸಾಮರಸ್ಯ ಮೂಡಿದೆ. ಹಿಂದೂ ಧರ್ಮವನ್ನು ಧಾರ್ಮಿಕ ಮತ್ತು ಆಧ್ಯಾತ್ಮಿಕವಾಗಿ ಬಲಪಡಿಸಬೇಕಿದೆ. [1097,307,1264,549]
housing-notes-title: ವಿಶೇಷ ಸೂಚನೆಗಳು: [1245,1535,1308,1545]
housing-sign: ಅಧ್ಯಕ್ಷರು/ಕಾರ್ಯದರ್ಶಿ, ಸರ್ಕಾರಿ ನೌಕರರ ಗೃಹ ನಿರ್ಮಾಣ ಸಹಕಾರ ಸಂಘ (ನಿ), ಮೈಸೂರು [1250,1603,1443,1625]
housing-body: ಸಂಘದ ಸರ್ವ ಸದಸ್ಯರ 30ನೇ ವಾರ್ಷಿಕ ಸಾಮಾನ್ಯ ಸಭೆಯನ್ನು ದಿನಾಂಕ: 15-09-2019ರ ಭಾನುವಾರ ಬೆಳಿಗ್ಗೆ 10-00 ಗಂಟೆಗೆ, ಕಲಾಮಂದಿರ ಕಲಾಮಂಟಪ, ವಿನೋಬಾ ರಸ್ತೆ, ಮೈಸೂರು ಇಲ್ಲಿ ಕರೆಯಲಾಗಿದ್ದು, ಈ ಸಂಬಂಧ ಎಲ್ಲಾ ಷೇರುದಾರ ಸದಸ್ಯರುಗಳು ಆಹ್ವಾನ ಪತ್ರಿಕೆಯನ್ನು ಸ್ವೀಕರಿಸಿ ಸಮಯಕ್ಕೆ ಸರಿಯಾಗಿ ಹಾಜರಿದ್ದು ಸಭೆಯ ಕಲಾಪಗಳಲ್ಲಿ ಭಾಗವಹಿಸಬೇಕೆಂದು ಕೋರಲಾಗಿದೆ. [1243,1443,1451,1524]
offer-label: SPECIAL OFFER [1349,1048,1423,1057]
court-case: ಓ.ಎಸ್. ನಂಬರ್: 304/2017 [1093,1389,1196,1399]
chaturmasya-photo [551,306,1090,604]
cooptex-ad [1102,880,1457,1318]
bank-directors: ಅಧ್ಯಕ್ಷರು ಹಾಗೂ ಆಡಳಿತ ಮಂಡಳಿಯ ಸದಸ್ಯರು: ಶ್ರೀ ಎನ್.ಶ್ರೀನಿವಾಸ್, ಶ್ರೀ ಸಿ.ಜಿ.ಶಂಕರ್, ಶ್ರೀ ಜೆ.ರಾಜು, ಶ್ರೀಮತಿ ಕೆ.ಗೌರಮ್ಮ, ಶ್ರೀ ಡಿ.ಕೃಷ್ಣ, ಶ್ರೀ ಎಂ.ನಾಗರಾಜು, ಶ್ರೀ ಎಸ್.ರಾಮಪ್ಪ ಇವರುಗಳು [930,2051,1444,2074]
lower-rule [181,1810,1458,1812]
